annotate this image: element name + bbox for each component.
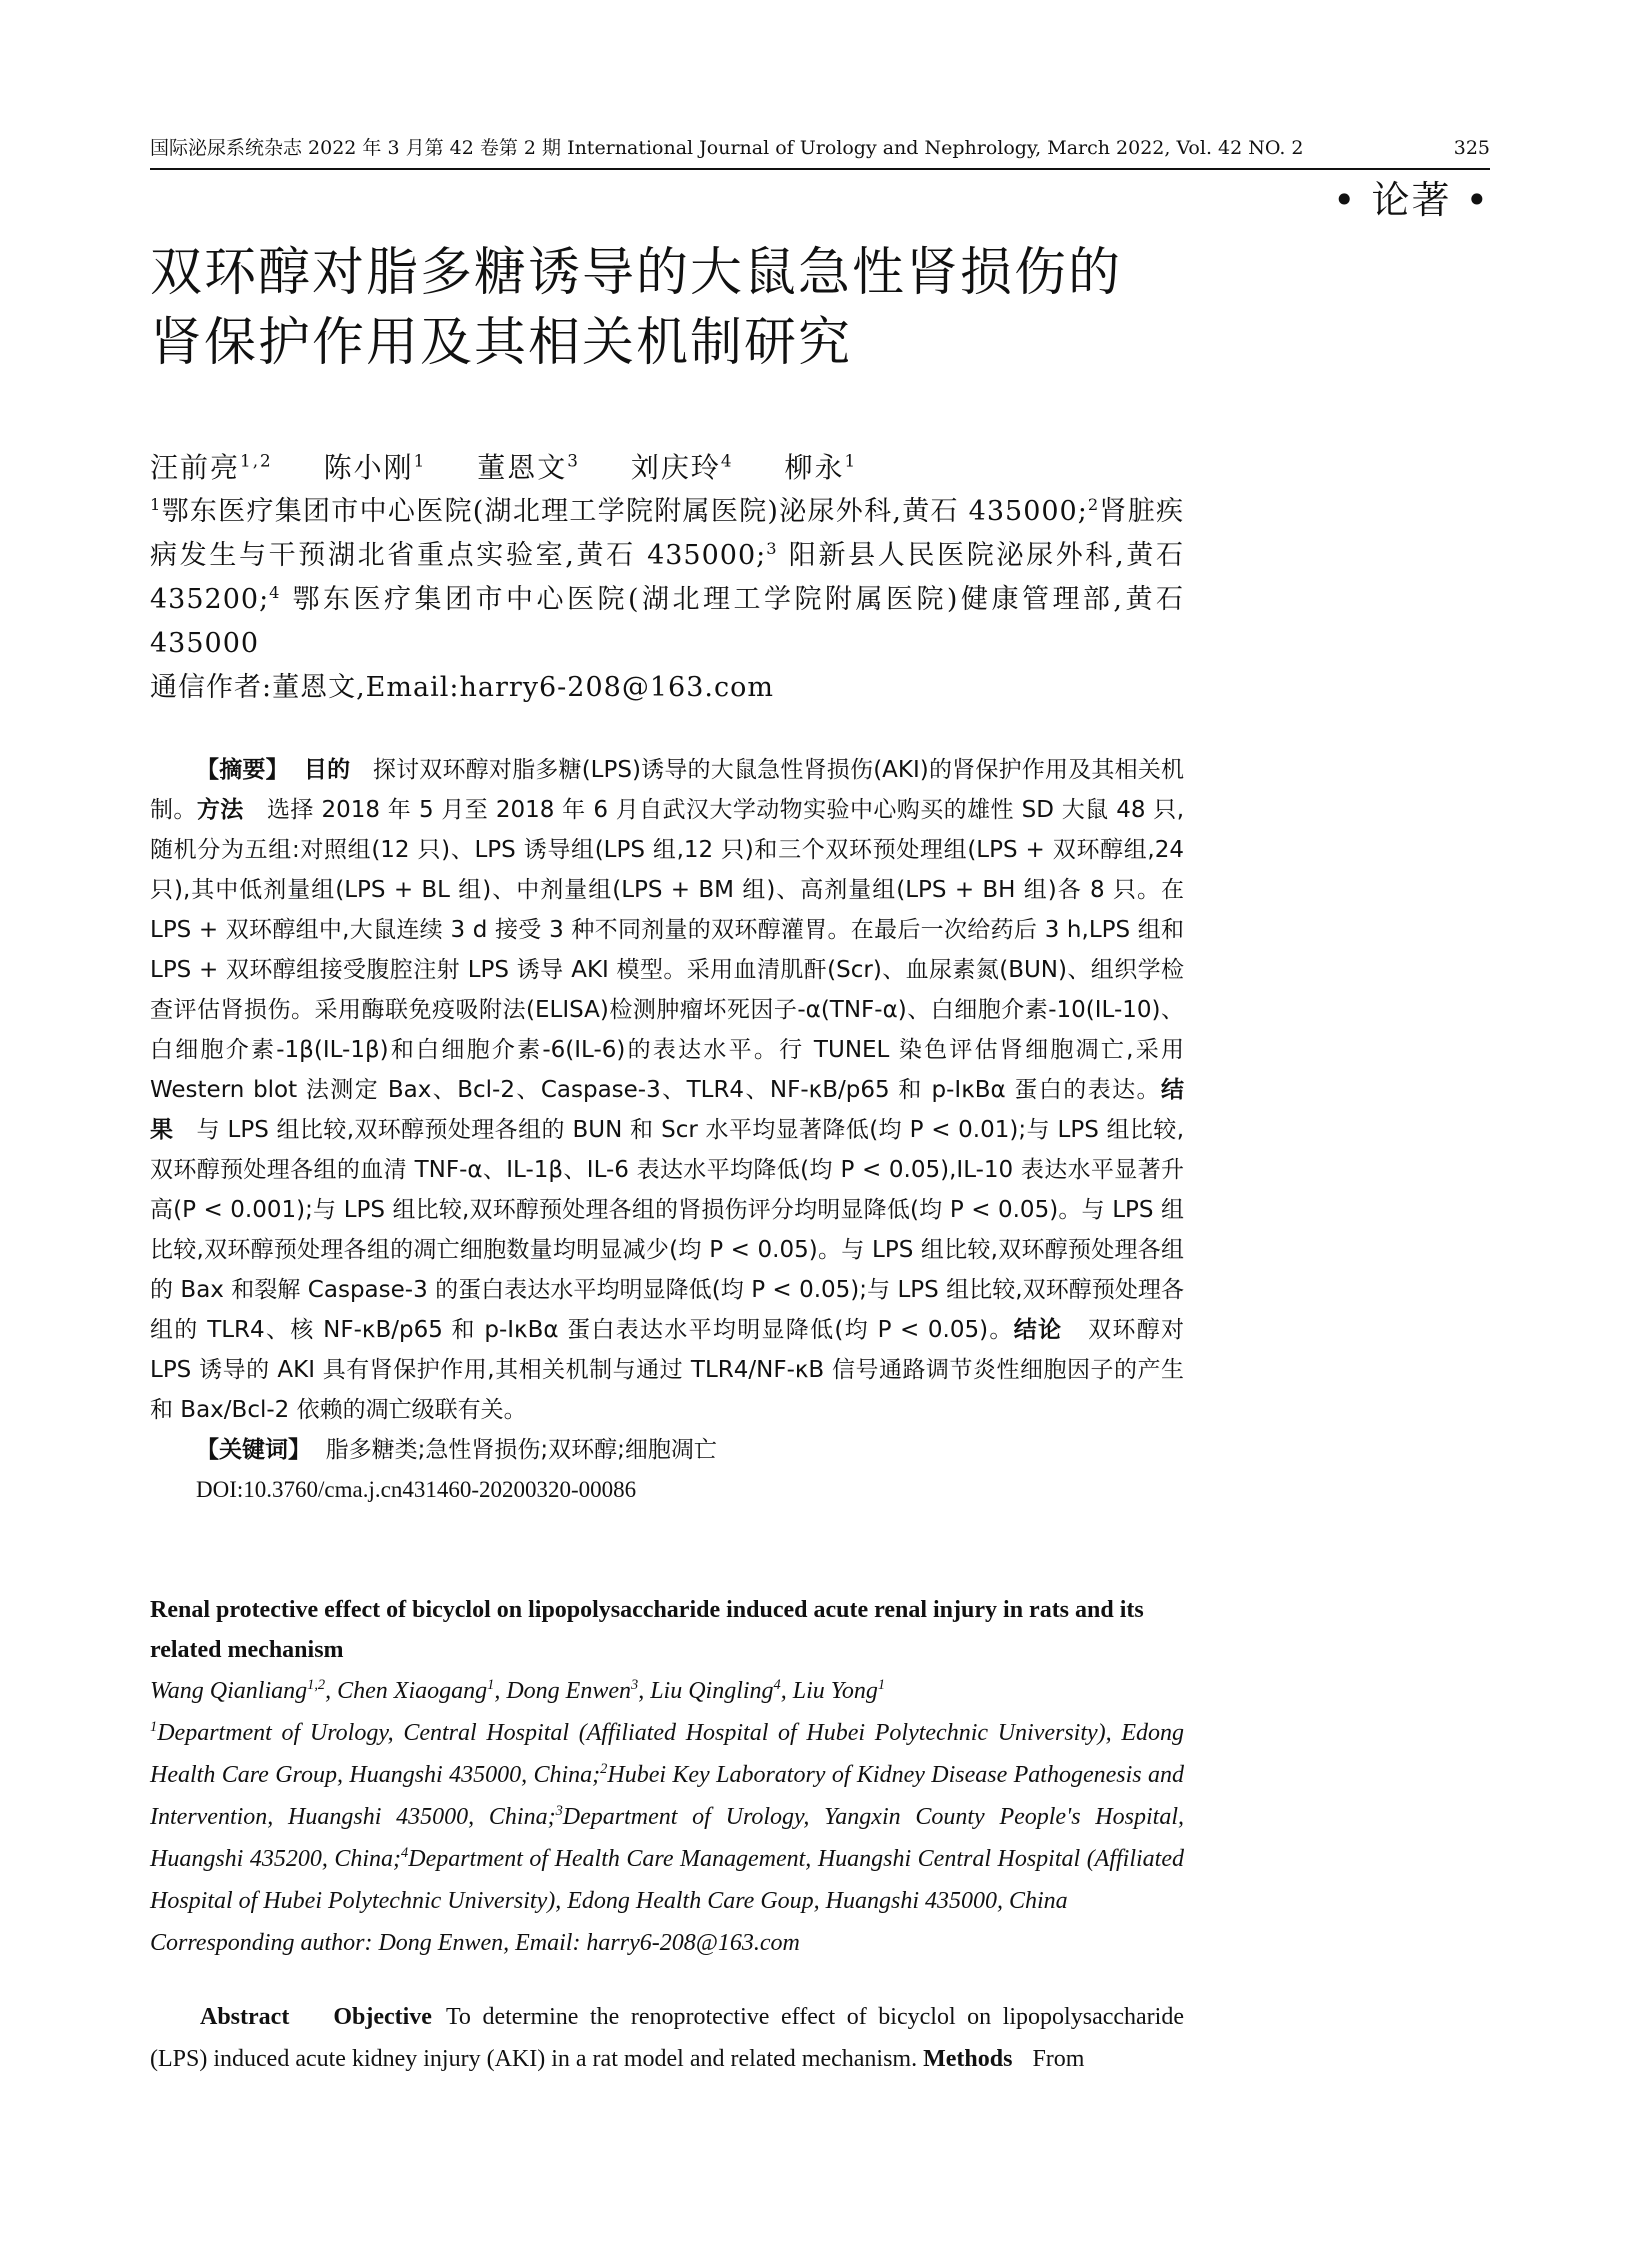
english-title: Renal protective effect of bicyclol on lipopolysaccharide induced acute renal injury in rats and its related mechanism [150,1597,1144,1663]
english-author-list: Wang Qianliang$^{1,2}$, Chen Xiaogang$^1$, Dong Enwen$^3$, Liu Qingling$^4$, Liu Yong$^1$ [150,1677,886,1704]
title-line-2: 肾保护作用及其相关机制研究 [150,313,853,373]
abstract-body: 【摘要】 目的 探讨双环醇对脂多糖(LPS)诱导的大鼠急性肾损伤(AKI)的肾保护作用及其相关机制。方法 选择 2018 年 5 月至 2018 年 6 月自武汉大学动物实验中心购买的雄性 SD 大鼠 48 只,随机分为五组:对照组(12 只)、LPS 诱导组(LPS 组,12 只)和三个双环预处理组(LPS + 双环醇组,24 只),其中低剂量组(LPS + BL 组)、中剂量组(LPS + BM 组)、高剂量组(LPS + BH 组)各 8 只。在 LPS + 双环醇组中,大鼠连续 3 d 接受 3 种不同剂量的双环醇灌胃。在最后一次给药后 3 h,LPS 组和 LPS + 双环醇组接受腹腔注射 LPS 诱导 AKI 模型。采用血清肌酐(Scr)、血尿素氮(BUN)、组织学检查评估肾损伤。采用酶联免疫吸附法(ELISA)检测肿瘤坏死因子-α(TNF-α)、白细胞介素-10(IL-10)、白细胞介素-1β(IL-1β)和白细胞介素-6(IL-6)的表达水平。行 TUNEL 染色评估肾细胞凋亡,采用 Western blot 法测定 Bax、Bcl-2、Caspase-3、TLR4、NF-κB/p65 和 p-IκBα 蛋白的表达。结果 与 LPS 组比较,双环醇预处理各组的 BUN 和 Scr 水平均显著降低(均 P < 0.01);与 LPS 组比较,双环醇预处理各组的血清 TNF-α、IL-1β、IL-6 表达水平均降低(均 P < 0.05),IL-10 表达水平显著升高(P < 0.001);与 LPS 组比较,双环醇预处理各组的肾损伤评分均明显降低(均 P < 0.05)。与 LPS 组比较,双环醇预处理各组的凋亡细胞数量均明显减少(均 P < 0.05)。与 LPS 组比较,双环醇预处理各组的 Bax 和裂解 Caspase-3 的蛋白表达水平均明显降低(均 P < 0.05);与 LPS 组比较,双环醇预处理各组的 TLR4、核 NF-κB/p65 和 p-IκBα 蛋白表达水平均明显降低(均 P < 0.05)。结论 双环醇对 LPS 诱导的 AKI 具有肾保护作用,其相关机制与通过 TLR4/NF-κB 信号通路调节炎性细胞因子的产生和 Bax/Bcl-2 依赖的凋亡级联有关。 [150,757,1185,1423]
affiliations [150,490,1184,710]
english-corresponding-author: Corresponding author: Dong Enwen, Email: harry6-208@163.com [150,1930,800,1956]
doi: DOI:10.3760/cma.j.cn431460-20200320-00086 [196,1477,637,1502]
title-line-1: 双环醇对脂多糖诱导的大鼠急性肾损伤的 [150,243,1123,303]
english-abstract [150,1996,1184,2080]
author: 汪前亮$^{1,2}$ [150,450,273,484]
author: 刘庆玲$^4$ [630,450,734,484]
journal-citation: 国际泌尿系统杂志 2022 年 3 月第 42 卷第 2 期 International Journal of Urology and Nephrology, March 2022, Vol. 42 NO. 2 [150,137,1304,159]
author: 董恩文$^3$ [477,450,580,484]
affiliation-text: $^1$鄂东医疗集团市中心医院(湖北理工学院附属医院)泌尿外科,黄石 435000;$^2$肾脏疾病发生与干预湖北省重点实验室,黄石 435000;$^3$ 阳新县人民医院泌尿外科,黄石 435200;$^4$ 鄂东医疗集团市中心医院(湖北理工学院附属医院)健康管理部,黄石 435000 [150,495,1184,659]
chinese-abstract [150,750,1184,1510]
author: 柳永$^1$ [784,450,858,484]
author-list [150,448,897,488]
english-abstract-body: Abstract Objective To determine the renoprotective effect of bicyclol on lipopolysaccharide (LPS) induced acute kidney injury (AKI) in a rat model and related mechanism. Methods From [150,2004,1184,2072]
corresponding-author: 通信作者:董恩文,Email:harry6-208@163.com [150,672,774,703]
article-title [150,238,1350,378]
keywords: 【关键词】 脂多糖类;急性肾损伤;双环醇;细胞凋亡 [196,1437,717,1463]
header-rule [150,168,1490,170]
page-number: 325 [1453,137,1490,159]
english-affiliations: $^1$Department of Urology, Central Hospital (Affiliated Hospital of Hubei Polytechnic University), Edong Health Care Group, Huangshi 435000, China;$^2$Hubei Key Laboratory of Kidney Disease Pathogenesis and Intervention, Huangshi 435000, China;$^3$Department of Urology, Yangxin County People's Hospital, Huangshi 435200, China;$^4$Department of Health Care Management, Huangshi Central Hospital (Affiliated Hospital of Hubei Polytechnic University), Edong Health Care Goup, Huangshi 435000, China [150,1719,1184,1914]
running-header [150,132,1490,164]
author: 陈小刚$^1$ [323,450,427,484]
section-label: • 论著 • [1333,178,1490,222]
english-authors-affiliations [150,1670,1184,1964]
